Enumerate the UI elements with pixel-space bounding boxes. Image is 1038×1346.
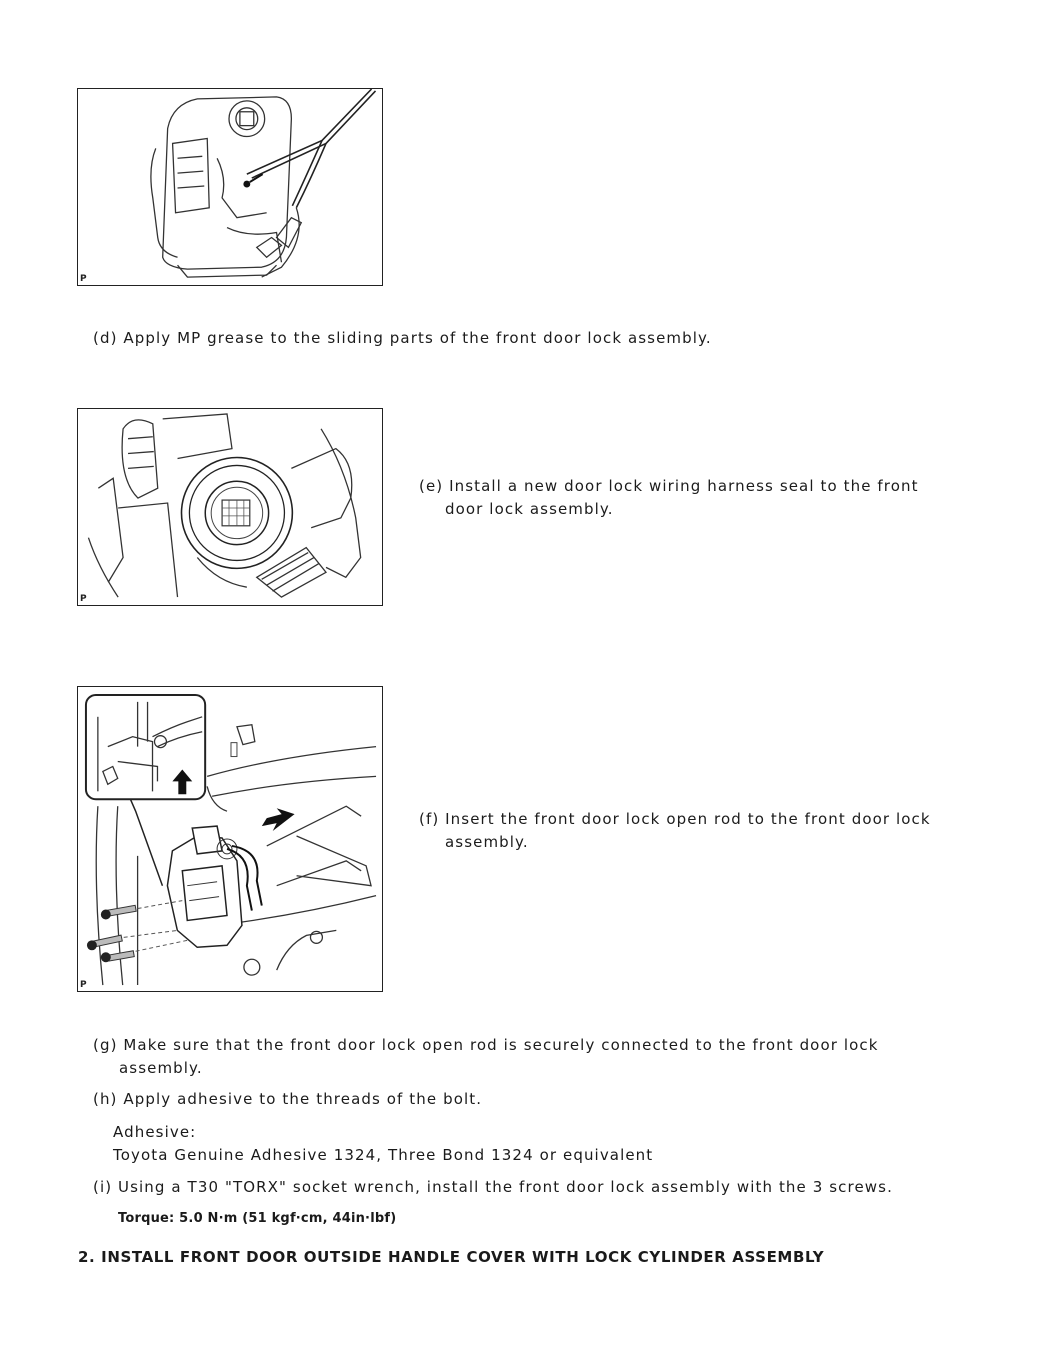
- step-h-text: (h) Apply adhesive to the threads of the bolt.: [93, 1090, 483, 1108]
- adhesive-value: Toyota Genuine Adhesive 1324, Three Bond 1324 or equivalent: [113, 1146, 654, 1164]
- figure-harness-seal: [77, 408, 383, 606]
- step-i: [93, 1176, 893, 1199]
- figure-open-rod: [77, 686, 383, 992]
- step-e-line1: (e) Install a new door lock wiring harness seal to the front: [419, 477, 919, 495]
- step-g-line1: (g) Make sure that the front door lock open rod is securely connected to the front door lock: [93, 1036, 879, 1054]
- step-f-line1: (f) Insert the front door lock open rod to the front door lock: [419, 810, 931, 828]
- step-h: [93, 1088, 482, 1111]
- step-g-line2: assembly.: [119, 1059, 203, 1077]
- figure-tag: P: [80, 980, 87, 990]
- step-g: [93, 1034, 1013, 1080]
- step-d-text: (d) Apply MP grease to the sliding parts of the front door lock assembly.: [93, 329, 712, 347]
- step-f: [419, 808, 959, 854]
- section-heading: 2. INSTALL FRONT DOOR OUTSIDE HANDLE COVER WITH LOCK CYLINDER ASSEMBLY: [78, 1248, 825, 1266]
- step-e: [419, 475, 939, 521]
- figure-door-lock-grease: [77, 88, 383, 286]
- open-rod-illustration: [78, 687, 382, 991]
- step-i-text: (i) Using a T30 "TORX" socket wrench, install the front door lock assembly with the 3 screws.: [93, 1178, 893, 1196]
- door-lock-grease-illustration: [78, 89, 382, 285]
- harness-seal-illustration: [78, 409, 382, 605]
- step-e-line2: door lock assembly.: [445, 500, 614, 518]
- step-f-line2: assembly.: [445, 833, 529, 851]
- figure-tag: P: [80, 594, 87, 604]
- figure-tag: P: [80, 274, 87, 284]
- step-d: [93, 327, 712, 350]
- adhesive-label: Adhesive:: [113, 1123, 197, 1141]
- torque-spec: Torque: 5.0 N·m (51 kgf·cm, 44in·lbf): [118, 1211, 397, 1226]
